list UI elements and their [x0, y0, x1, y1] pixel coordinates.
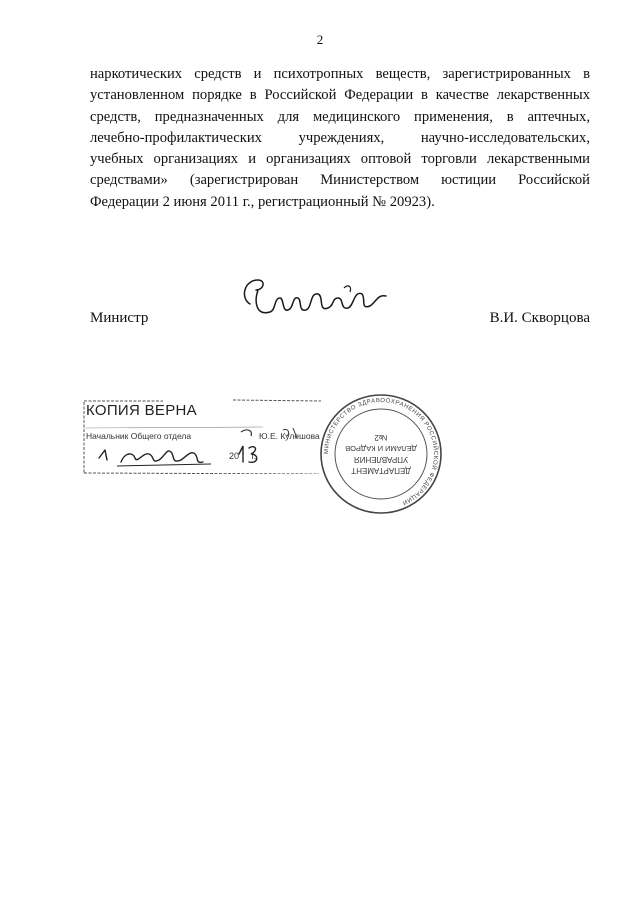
page-number: 2	[316, 32, 324, 47]
handwritten-signature	[236, 268, 396, 328]
svg-text:ДЕЛАМИ И КАДРОВ: ДЕЛАМИ И КАДРОВ	[345, 444, 417, 453]
paragraph-line: средствами» (зарегистрирован Министерством юстиции Российской	[90, 172, 590, 189]
svg-text:ДЕПАРТАМЕНТ: ДЕПАРТАМЕНТ	[351, 466, 411, 475]
paragraph-line: наркотических средств и психотропных веществ, зарегистрированных в	[90, 66, 590, 82]
paragraph-line: установленном порядке в Российской Федерации в качестве лекарственных	[90, 87, 590, 104]
paragraph-line: средств, предназначенных для медицинского применения, в аптечных,	[90, 108, 590, 125]
copy-certified-stamp	[83, 398, 323, 474]
paragraph-line: лечебно-профилактических учреждениях, научно-исследовательских,	[90, 129, 590, 146]
signer-name: В.И. Скворцова	[489, 310, 590, 326]
svg-text:УПРАВЛЕНИЯ: УПРАВЛЕНИЯ	[353, 455, 409, 464]
svg-text:МИНИСТЕРСТВО ЗДРАВООХРАНЕНИЯ Р: МИНИСТЕРСТВО ЗДРАВООХРАНЕНИЯ РОССИЙСКОЙ ФЕДЕРАЦИИ	[323, 397, 439, 506]
stamp-person: Ю.Е. Кулешова	[259, 431, 320, 441]
signer-title: Министр	[90, 310, 149, 326]
stamp-position: Начальник Общего отдела	[86, 431, 192, 441]
stamp-date-suffix: 20 г.	[229, 451, 257, 461]
department-round-seal	[318, 392, 444, 516]
svg-text:№2: №2	[374, 433, 388, 442]
paragraph-line: учебных организациях и организациях оптовой торговли лекарственными	[90, 151, 590, 168]
body-paragraph	[90, 64, 590, 213]
paragraph-line: Федерации 2 июня 2011 г., регистрационный № 20923).	[90, 193, 435, 210]
handwritten-date	[91, 424, 321, 472]
signature-block	[90, 268, 590, 338]
stamp-title: КОПИЯ ВЕРНА	[86, 402, 197, 419]
